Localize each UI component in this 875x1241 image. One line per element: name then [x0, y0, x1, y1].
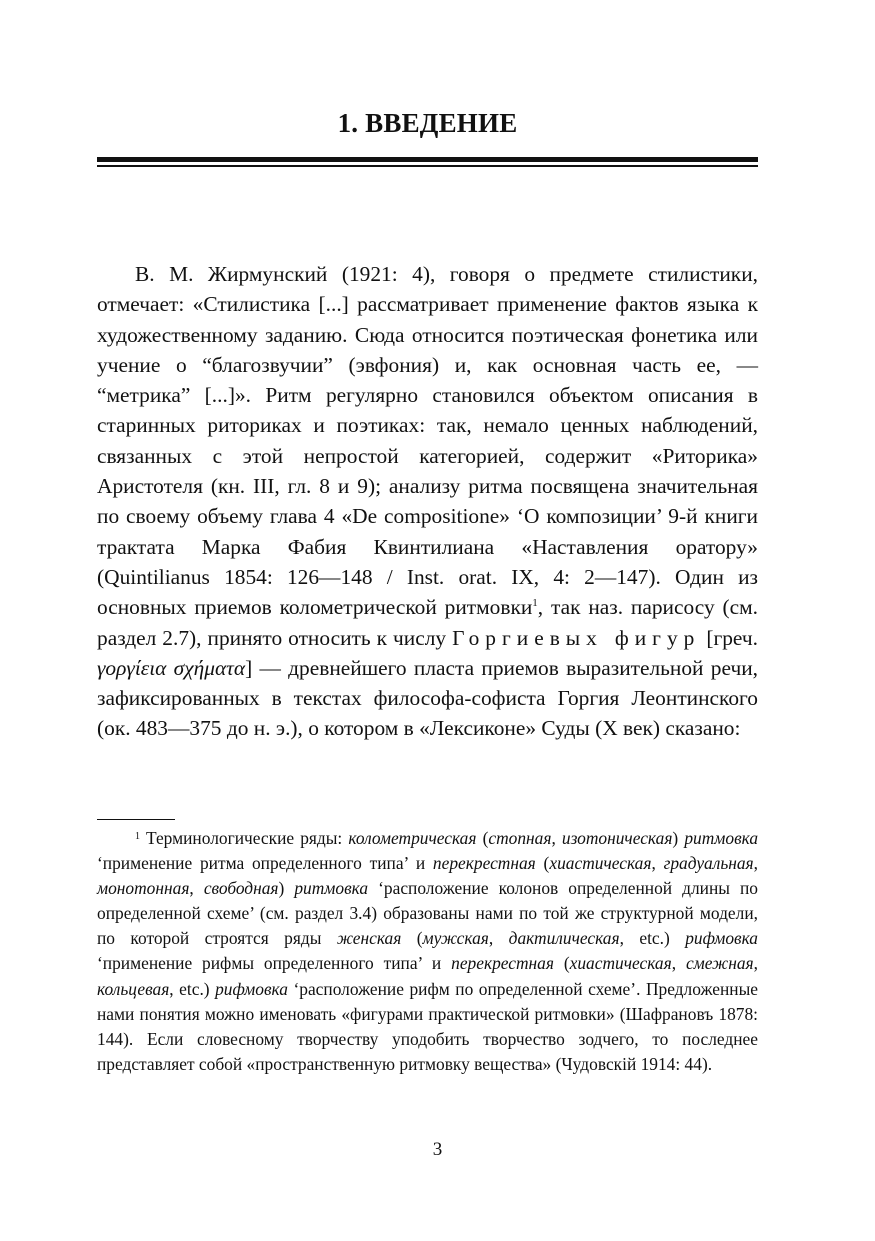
fn-text: ) — [672, 828, 685, 848]
fn-text: , — [488, 928, 509, 949]
fn-term: дактилическая — [508, 928, 620, 949]
fn-term: ритмовка — [294, 878, 369, 899]
fn-text: , — [753, 853, 758, 874]
text-span: , так наз. парисосу (см. раздел 2.7), принято относить к числу — [97, 595, 758, 650]
page-number: 3 — [432, 1139, 443, 1160]
fn-term: женская — [336, 928, 402, 949]
main-text — [97, 259, 758, 744]
fn-text: ‘применение ритма определенного типа’ и — [97, 853, 433, 874]
fn-term: хиастическая — [569, 953, 672, 974]
footnote-separator — [97, 819, 175, 820]
fn-term: изотоническая — [561, 828, 673, 848]
fn-term: рифмовка — [685, 928, 759, 949]
main-paragraph — [97, 259, 758, 744]
fn-text: , — [753, 953, 758, 974]
fn-text: ( — [401, 928, 423, 949]
greek-term: γοργίεια σχήματα — [97, 655, 246, 680]
fn-text: ‘расположение рифм по определенной схеме’. Предложенные нами понятия можно именовать «фигурами практической ритмовки» (Шафрановъ 1878: 144). Если словесному творчеству уподобить творчество зодчего, то последнее представляет собой «пространственную ритмовку вещества» (Чудовскiй 1914: 44). — [97, 978, 758, 1074]
fn-text: , — [551, 828, 562, 848]
fn-text: , — [189, 878, 204, 899]
fn-term: кольцевая — [97, 978, 170, 999]
fn-text: ) — [278, 878, 295, 899]
fn-text: Терминологические ряды: — [146, 828, 349, 848]
fn-term: колометрическая — [348, 828, 477, 848]
fn-term: ритмовка — [684, 828, 759, 848]
fn-text: , — [671, 953, 686, 974]
fn-text: ( — [535, 853, 550, 874]
text-span: В. М. Жирмунский (1921: 4), говоря о предмете стилистики, отмечает: «Стилистика [...] рассматривает применение фактов языка к художественному заданию. Сюда относится поэтическая фонетика или учение о “благозвучии” (эвфония) и, как основная часть ее, — “метрика” [...]». Ритм регулярно становился объектом описания в старинных риториках и поэтиках: так, немало ценных наблюдений, связанных с этой непростой категорией, содержит «Риторика» Аристотеля (кн. III, гл. 8 и 9); анализу ритма посвящена значительная по своему объему глава 4 «De compositione» ‘О композиции’ 9-й книги трактата Марка Фабия Квинтилиана «Наставления оратору» (Quintilianus 1854: 126—148 / Inst. orat. IX, 4: 2—147). Один из основных приемов колометрической ритмовки — [97, 262, 758, 620]
title-rule-thick — [97, 157, 758, 162]
fn-term: стопная — [488, 828, 552, 848]
footnote-number: 1 — [135, 831, 140, 842]
fn-term: перекрестная — [432, 853, 536, 874]
fn-term: монотонная — [97, 878, 190, 899]
footnote-reference: 1 — [532, 597, 538, 610]
fn-text: ‘расположение колонов определенной длины по определенной схеме’ (см. раздел 3.4) образованы нами по той же структурной модели, по которой строятся ряды — [97, 878, 758, 949]
fn-term: свободная — [203, 878, 279, 899]
fn-text: , etc.) — [619, 928, 686, 949]
fn-term: хиастическая — [549, 853, 652, 874]
fn-term: перекрестная — [451, 953, 554, 974]
fn-text: ( — [476, 828, 489, 848]
fn-text: , — [651, 853, 664, 874]
text-span: [греч. — [700, 625, 759, 650]
fn-term: градуальная — [663, 853, 754, 874]
chapter-title: 1. ВВЕДЕНИЕ — [337, 108, 518, 138]
fn-text: , etc.) — [169, 978, 216, 999]
fn-text: ( — [553, 953, 570, 974]
fn-term: мужская — [422, 928, 489, 949]
text-span: ] — древнейшего пласта приемов выразительной речи, зафиксированных в текстах философа-софиста Горгия Леонтинского (ок. 483—375 до н. э.), о котором в «Лексиконе» Суды (X век) сказано: — [97, 655, 758, 741]
fn-term: рифмовка — [215, 978, 288, 999]
title-rule-thin — [97, 165, 758, 167]
footnote — [97, 826, 758, 1077]
fn-term: смежная — [685, 953, 754, 974]
spaced-term: Горгиевых фигур — [452, 625, 701, 650]
fn-text: ‘применение рифмы определенного типа’ и — [97, 953, 452, 974]
footnote-paragraph — [97, 826, 758, 1077]
